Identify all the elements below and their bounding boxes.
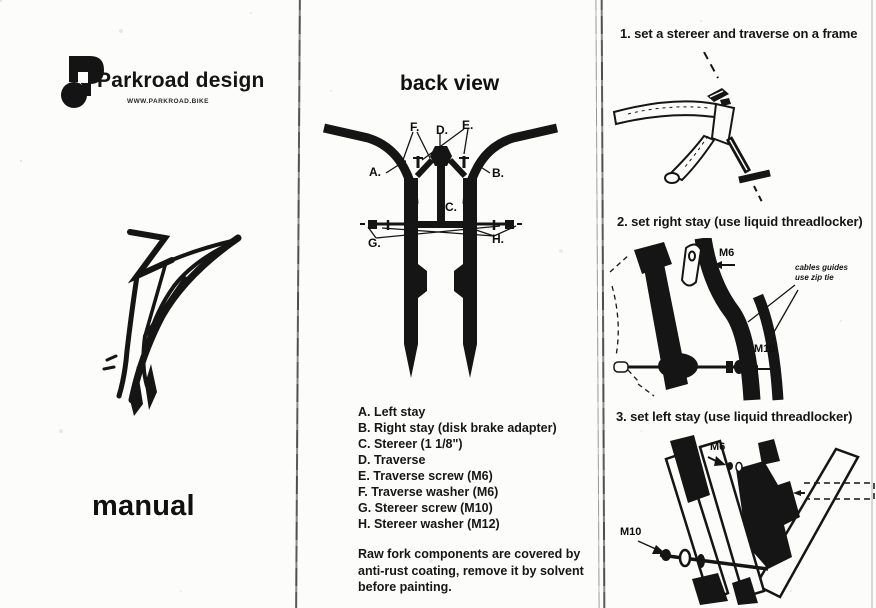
step3-illustration [608,433,876,605]
diagram-label-d: D. [436,123,448,137]
diagram-label-b: B. [492,166,504,180]
parts-list [358,404,557,532]
parts-list-item: B. Right stay (disk brake adapter) [358,421,557,435]
parts-list-item: D. Traverse [358,453,426,467]
diagram-label-e: E. [462,118,474,132]
diagram-label-c: C. [445,200,457,214]
brand-name: Parkroad design [97,69,265,92]
fold-line-left [295,0,301,608]
cable-guides-note [795,263,848,282]
fold-line-right [601,0,606,608]
backview-title: back view [400,72,500,95]
label-m6-step2: M6 [719,247,735,259]
cable-guides-note-line1: cables guides [795,263,848,272]
fork-side-sketch [86,216,254,418]
step1-heading: 1. set a stereer and traverse on a frame [620,26,858,41]
parts-list-item: E. Traverse screw (M6) [358,469,493,483]
back-view-diagram [318,116,588,391]
step3-heading: 3. set left stay (use liquid threadlocker) [616,409,853,424]
diagram-label-a: A. [369,165,381,179]
fold-line-right-inner [595,0,599,608]
brand-website: WWW.PARKROAD.BIKE [127,98,209,105]
manual-title: manual [92,490,195,522]
parts-list-item: G. Stereer screw (M10) [358,501,493,515]
label-m6-step3: M6 [710,441,726,453]
assembly-note: Raw fork components are covered by anti-rust coating, remove it by solvent before painting. [358,547,584,595]
step2-heading: 2. set right stay (use liquid threadlocker) [617,214,863,229]
step1-illustration [608,52,876,204]
parts-list-item: A. Left stay [358,405,426,419]
cable-guides-note-line2: use zip tie [795,272,834,282]
label-m10-step2: M10 [754,343,776,355]
parts-list-item: F. Traverse washer (M6) [358,485,499,499]
diagram-label-g: G. [368,236,381,250]
parts-list-item: H. Stereer washer (M12) [358,517,500,531]
parts-list-item: C. Stereer (1 1/8") [358,437,463,451]
paper-noise [0,0,2,2]
scan-edge-right [871,0,873,608]
diagram-label-f: F. [410,120,420,134]
label-m10-step3: M10 [620,526,642,538]
diagram-label-h: H. [492,232,504,246]
